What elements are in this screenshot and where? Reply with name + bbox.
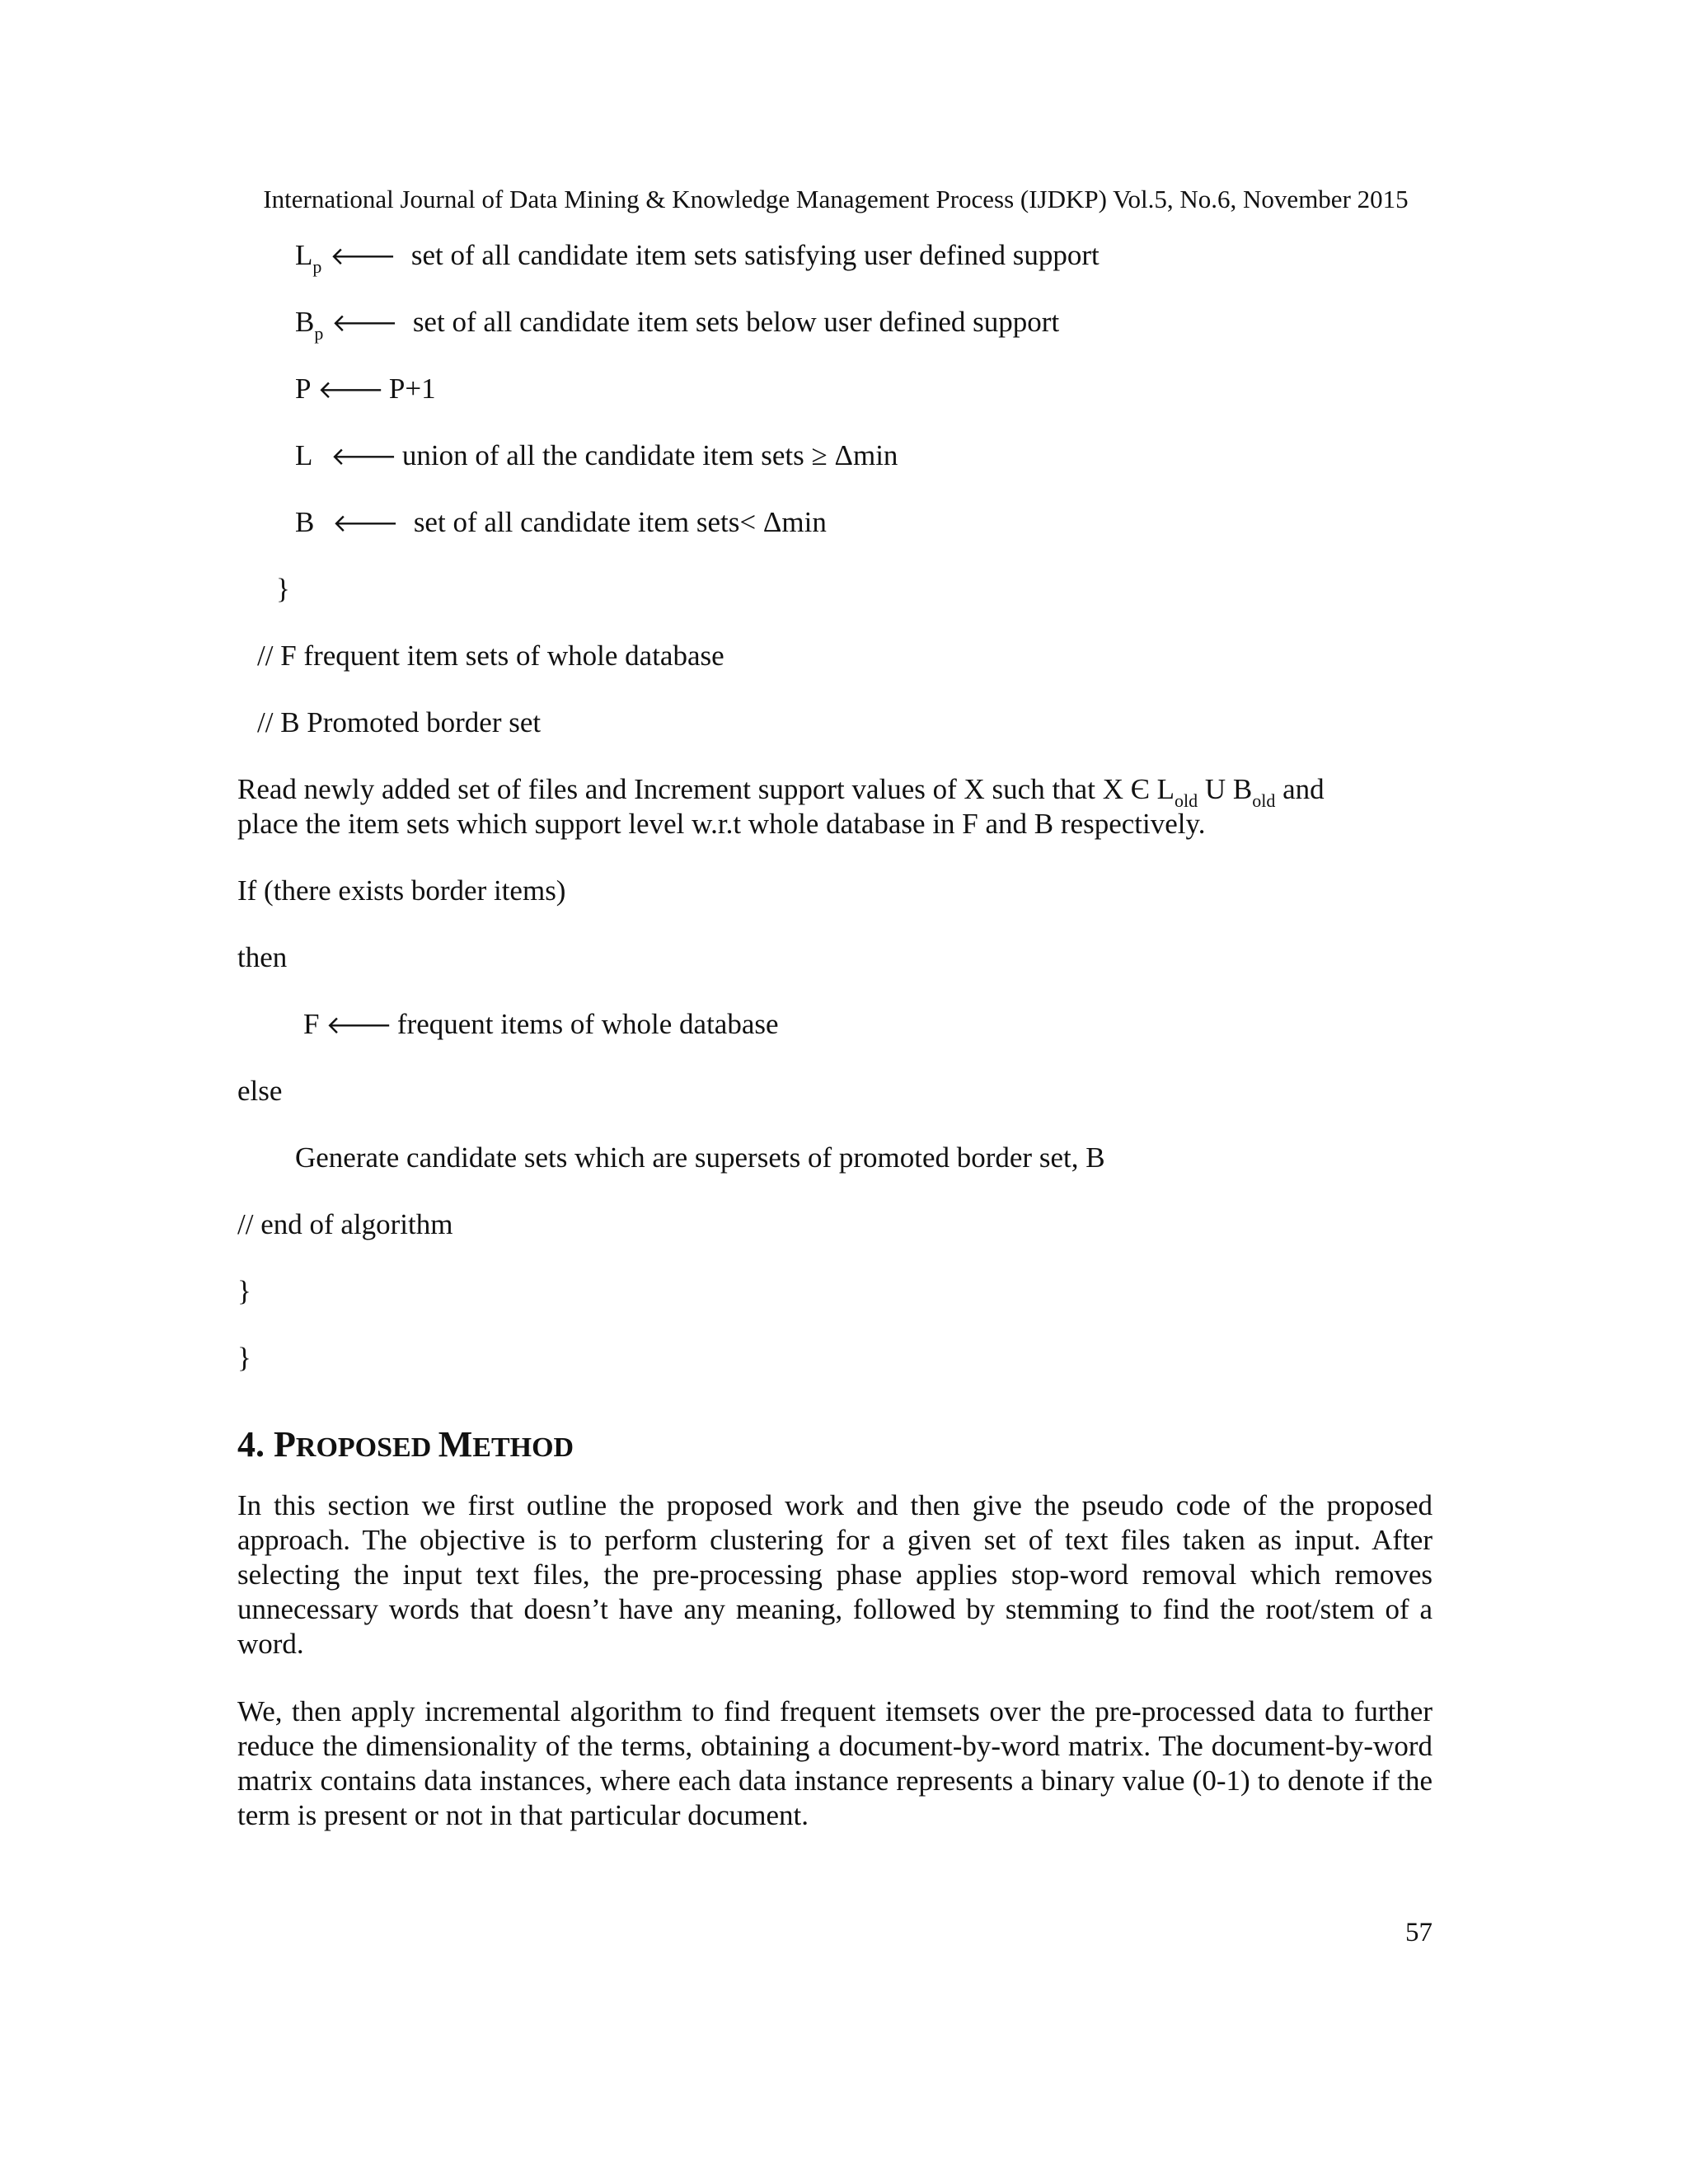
running-head: International Journal of Data Mining & Knowledge Management Process (IJDKP) Vol.5, No.6, November 2015 (263, 185, 1409, 213)
read-line-text-a: Read newly added set of files and Increment support values of X such that X Є L (237, 773, 1175, 805)
bp-subscript: p (314, 323, 324, 344)
pseudocode-comment-f: // F frequent item sets of whole database (257, 640, 724, 672)
pseudocode-read-line-1 (237, 771, 1432, 811)
pseudocode-if-line: If (there exists border items) (237, 874, 566, 907)
body-paragraph-2: We, then apply incremental algorithm to find frequent itemsets over the pre-processed data to further reduce the dimensionality of the terms, obtaining a document-by-word matrix. The document-by-word matrix contains data instances, where each data instance represents a binary value (0-1) to denote if the term is present or not in that particular document. (237, 1695, 1432, 1831)
pseudocode-line-b (295, 504, 827, 542)
p-variable: P (295, 373, 312, 405)
left-arrow-icon: 🡐 (326, 1011, 392, 1040)
read-subscript-old-1: old (1174, 790, 1198, 811)
pseudocode-generate-line: Generate candidate sets which are supersets of promoted border set, B (295, 1141, 1105, 1174)
read-line-text-b: U B (1198, 773, 1253, 805)
l-definition: union of all the candidate item sets ≥ Δmin (401, 439, 898, 471)
bp-definition: set of all candidate item sets below user defined support (412, 306, 1060, 338)
pseudocode-end-comment: // end of algorithm (237, 1208, 453, 1240)
pseudocode-comment-b: // B Promoted border set (257, 706, 542, 738)
pseudocode-line-p (295, 371, 436, 409)
left-arrow-icon: 🡐 (332, 509, 399, 538)
section-title-part-2: ETHOD (472, 1432, 574, 1463)
pseudocode-line-lp (295, 237, 1100, 277)
lp-definition: set of all candidate item sets satisfying user defined support (410, 239, 1100, 271)
bp-variable: B (295, 306, 315, 338)
pseudocode-then-line: then (237, 941, 288, 973)
pseudocode-line-l (295, 438, 898, 476)
left-arrow-icon: 🡐 (331, 309, 398, 338)
read-subscript-old-2: old (1252, 790, 1276, 811)
l-variable: L (295, 439, 313, 471)
section-title-initial-p: P (274, 1424, 296, 1465)
section-title-initial-m: M (438, 1424, 473, 1465)
page-number: 57 (1405, 1918, 1432, 1947)
pseudocode-else-line: else (237, 1075, 283, 1107)
b-variable: B (295, 506, 315, 538)
left-arrow-icon: 🡐 (330, 242, 396, 271)
section-title-part-1: ROPOSED (295, 1432, 438, 1463)
pseudocode-brace-2: } (237, 1342, 251, 1374)
p-increment: P+1 (388, 373, 436, 405)
pseudocode-brace-inner: } (276, 573, 290, 605)
body-paragraph-1: In this section we first outline the proposed work and then give the pseudo code of the proposed approach. The objective is to perform clustering for a given set of text files taken as input. After selecting the input text files, the pre-processing phase applies stop-word removal which removes unnecessary words that doesn’t have any meaning, followed by stemming to find the root/stem of a word. (237, 1489, 1432, 1660)
b-definition: set of all candidate item sets< Δmin (413, 506, 827, 538)
section-heading (237, 1422, 574, 1471)
f-definition: frequent items of whole database (396, 1008, 779, 1040)
read-line-text-c: and (1275, 773, 1325, 805)
lp-variable: L (295, 239, 313, 271)
pseudocode-line-f (303, 1006, 779, 1044)
section-number: 4. (237, 1424, 274, 1465)
pseudocode-read-line-2: place the item sets which support level w.r.t whole database in F and B respectively. (237, 808, 1206, 840)
lp-subscript: p (312, 256, 322, 277)
pseudocode-brace-1: } (237, 1275, 251, 1307)
f-variable: F (303, 1008, 320, 1040)
left-arrow-icon: 🡐 (331, 443, 397, 471)
pseudocode-line-bp (295, 304, 1059, 344)
left-arrow-icon: 🡐 (317, 376, 384, 405)
